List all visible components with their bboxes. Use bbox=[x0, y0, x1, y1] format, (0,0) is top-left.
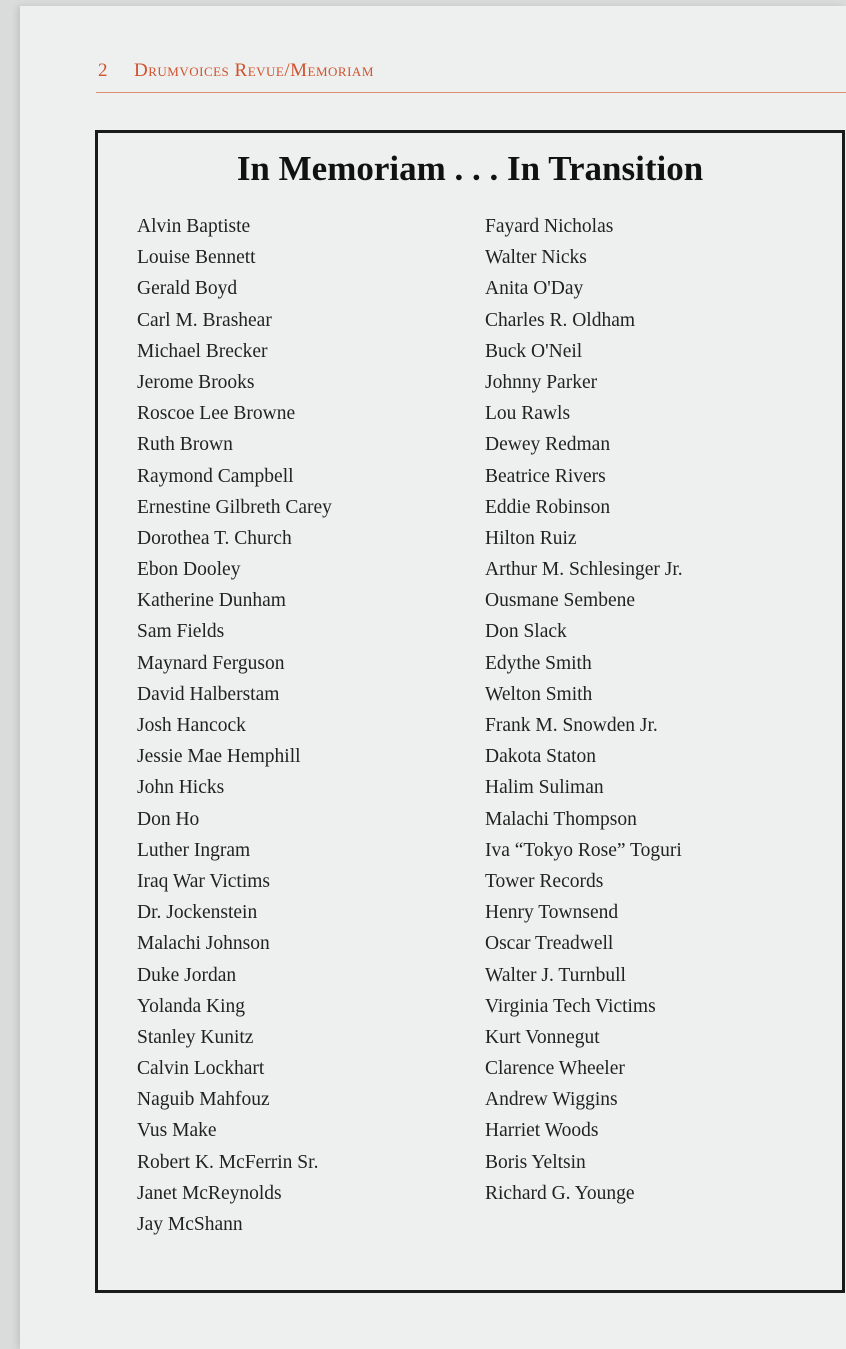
memorial-name: Malachi Thompson bbox=[485, 808, 637, 830]
memorial-name: Buck O'Neil bbox=[485, 340, 583, 362]
memorial-name: Ousmane Sembene bbox=[485, 590, 636, 612]
memorial-name: Edythe Smith bbox=[485, 652, 592, 674]
memorial-name: Naguib Mahfouz bbox=[137, 1089, 270, 1111]
memorial-name: Henry Townsend bbox=[485, 902, 619, 924]
memorial-name: Oscar Treadwell bbox=[485, 933, 614, 955]
memorial-name: Robert K. McFerrin Sr. bbox=[137, 1151, 319, 1173]
page-title: In Memoriam . . . In Transition bbox=[236, 149, 704, 188]
memorial-name: Dewey Redman bbox=[485, 434, 611, 456]
names-column-left bbox=[137, 211, 332, 1240]
memorial-name: Charles R. Oldham bbox=[485, 309, 636, 331]
memorial-name: Dr. Jockenstein bbox=[137, 902, 258, 924]
memorial-name: Arthur M. Schlesinger Jr. bbox=[485, 559, 683, 581]
memorial-name: Michael Brecker bbox=[137, 340, 268, 362]
memorial-name: Sam Fields bbox=[137, 621, 225, 643]
memorial-name: Virginia Tech Victims bbox=[485, 995, 656, 1017]
memorial-name: Yolanda King bbox=[137, 995, 245, 1017]
memorial-name: Harriet Woods bbox=[485, 1120, 599, 1142]
book-page bbox=[20, 6, 846, 1349]
section-title: Drumvoices Revue/Memoriam bbox=[134, 60, 374, 81]
memorial-name: Tower Records bbox=[485, 870, 604, 892]
memorial-name: Walter J. Turnbull bbox=[485, 964, 626, 986]
header-rule bbox=[96, 92, 846, 93]
page-number: 2 bbox=[98, 60, 108, 81]
memorial-name: Anita O'Day bbox=[485, 278, 584, 300]
memorial-name: Jerome Brooks bbox=[137, 371, 255, 393]
memorial-name: David Halberstam bbox=[137, 683, 280, 705]
memorial-name: Stanley Kunitz bbox=[137, 1026, 254, 1048]
memorial-name: Jay McShann bbox=[137, 1214, 243, 1235]
memorial-name: Duke Jordan bbox=[137, 964, 237, 986]
memorial-name: Alvin Baptiste bbox=[137, 216, 251, 237]
memorial-name: Katherine Dunham bbox=[137, 590, 286, 612]
memorial-name: Johnny Parker bbox=[485, 371, 598, 393]
memorial-name: Don Ho bbox=[137, 808, 200, 830]
memorial-name: Dorothea T. Church bbox=[137, 527, 292, 549]
names-column-right bbox=[485, 211, 683, 1209]
memorial-name: Halim Suliman bbox=[485, 777, 604, 799]
memorial-name: Walter Nicks bbox=[485, 247, 587, 269]
memorial-name: Calvin Lockhart bbox=[137, 1058, 265, 1080]
memorial-name: Maynard Ferguson bbox=[137, 652, 285, 674]
memorial-name: Iva “Tokyo Rose” Toguri bbox=[485, 839, 682, 861]
memorial-name: John Hicks bbox=[137, 777, 225, 799]
memorial-name: Jessie Mae Hemphill bbox=[137, 746, 301, 768]
memorial-name: Carl M. Brashear bbox=[137, 309, 272, 331]
memorial-name: Dakota Staton bbox=[485, 746, 597, 768]
memoriam-box bbox=[95, 130, 845, 1293]
memorial-name: Don Slack bbox=[485, 621, 567, 643]
memorial-name: Luther Ingram bbox=[137, 839, 251, 861]
memorial-name: Eddie Robinson bbox=[485, 496, 611, 518]
memorial-name: Fayard Nicholas bbox=[485, 216, 614, 237]
memorial-name: Gerald Boyd bbox=[137, 278, 238, 300]
memorial-name: Richard G. Younge bbox=[485, 1182, 635, 1204]
memorial-name: Hilton Ruiz bbox=[485, 527, 577, 549]
memorial-name: Ebon Dooley bbox=[137, 559, 241, 581]
memorial-name: Raymond Campbell bbox=[137, 465, 294, 487]
running-head bbox=[98, 60, 374, 82]
memorial-name: Frank M. Snowden Jr. bbox=[485, 715, 658, 736]
memorial-name: Louise Bennett bbox=[137, 247, 256, 269]
memorial-name: Josh Hancock bbox=[137, 715, 246, 736]
memorial-name: Beatrice Rivers bbox=[485, 465, 606, 487]
memorial-name: Welton Smith bbox=[485, 683, 593, 705]
memorial-name: Ruth Brown bbox=[137, 434, 233, 456]
memorial-name: Clarence Wheeler bbox=[485, 1058, 625, 1080]
memorial-name: Iraq War Victims bbox=[137, 870, 271, 892]
memorial-name: Janet McReynolds bbox=[137, 1182, 282, 1204]
memorial-name: Vus Make bbox=[137, 1120, 217, 1142]
memorial-name: Lou Rawls bbox=[485, 403, 571, 425]
memorial-name: Ernestine Gilbreth Carey bbox=[137, 496, 332, 518]
memorial-name: Malachi Johnson bbox=[137, 933, 270, 955]
memorial-name: Kurt Vonnegut bbox=[485, 1026, 600, 1048]
memorial-name: Roscoe Lee Browne bbox=[137, 403, 296, 425]
memorial-name: Boris Yeltsin bbox=[485, 1151, 586, 1173]
memorial-name: Andrew Wiggins bbox=[485, 1089, 618, 1111]
